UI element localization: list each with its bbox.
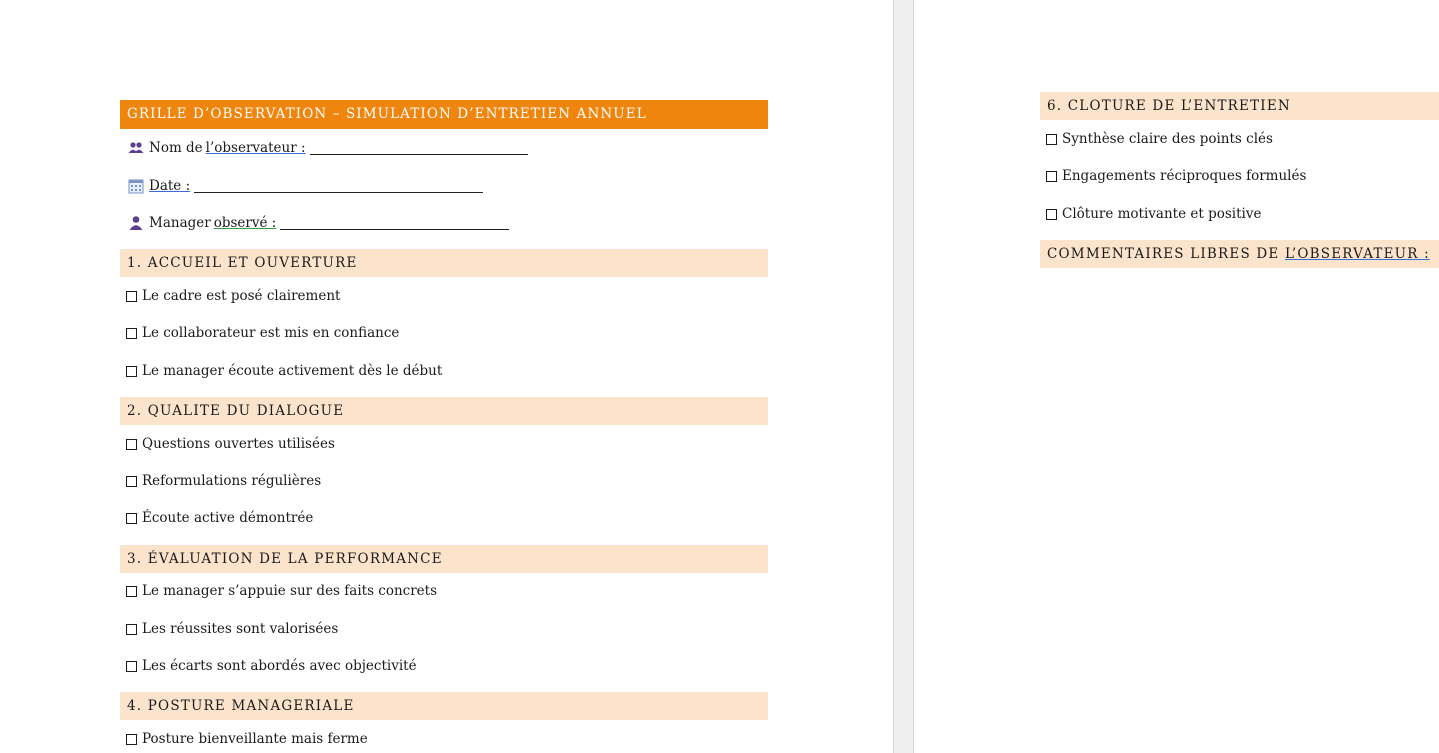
checklist-item[interactable] (124, 435, 335, 453)
checklist-item[interactable] (1044, 130, 1273, 148)
checklist-item-label: Écoute active démontrée (142, 510, 314, 526)
observer-label-prefix: Nom de (149, 140, 203, 156)
manager-field[interactable] (128, 213, 509, 233)
checklist-item[interactable] (1044, 205, 1261, 223)
comments-heading-prefix: COMMENTAIRES LIBRES DE (1047, 246, 1285, 262)
section-heading: 2. QUALITE DU DIALOGUE (120, 397, 768, 425)
section-heading: 4. POSTURE MANAGERIALE (120, 692, 768, 720)
observer-fill-line[interactable] (310, 154, 528, 155)
checklist-item-label: Synthèse claire des points clés (1062, 131, 1273, 147)
checkbox-icon[interactable] (126, 476, 137, 487)
manager-label-prefix: Manager (149, 215, 211, 231)
section-heading: 3. ÉVALUATION DE LA PERFORMANCE (120, 545, 768, 573)
checklist-item[interactable] (124, 472, 321, 490)
checkbox-icon[interactable] (126, 586, 137, 597)
checklist-item-label: Le collaborateur est mis en confiance (142, 325, 400, 341)
section-heading: 6. CLOTURE DE L’ENTRETIEN (1040, 92, 1439, 120)
checklist-item[interactable] (124, 657, 417, 675)
date-label: Date : (149, 178, 191, 194)
section-heading: 1. ACCUEIL ET OUVERTURE (120, 249, 768, 277)
checklist-item[interactable] (124, 730, 368, 748)
checklist-item[interactable] (124, 509, 313, 527)
checklist-item[interactable] (124, 582, 437, 600)
checklist-item-label: Engagements réciproques formulés (1062, 168, 1307, 184)
checklist-item-label: Posture bienveillante mais ferme (142, 731, 368, 747)
manager-fill-line[interactable] (280, 229, 509, 230)
observer-field[interactable] (128, 138, 528, 158)
page-separator (893, 0, 914, 753)
checklist-item-label: Les réussites sont valorisées (142, 621, 339, 637)
checkbox-icon[interactable] (126, 661, 137, 672)
checkbox-icon[interactable] (126, 366, 137, 377)
checklist-item-label: Le manager écoute activement dès le début (142, 363, 443, 379)
manager-label: observé : (213, 215, 277, 231)
checklist-item[interactable] (124, 620, 338, 638)
checkbox-icon[interactable] (1046, 171, 1057, 182)
checkbox-icon[interactable] (126, 513, 137, 524)
checklist-item[interactable] (124, 324, 399, 342)
document-page-2 (914, 0, 1439, 753)
checkbox-icon[interactable] (126, 328, 137, 339)
checklist-item-label: Le cadre est posé clairement (142, 288, 341, 304)
date-field[interactable] (128, 176, 483, 196)
date-fill-line[interactable] (194, 192, 483, 193)
checkbox-icon[interactable] (126, 439, 137, 450)
checklist-item[interactable] (124, 287, 340, 305)
checkbox-icon[interactable] (1046, 134, 1057, 145)
checklist-item[interactable] (1044, 167, 1306, 185)
observer-label: l’observateur : (205, 140, 306, 156)
document-title: GRILLE D’OBSERVATION – SIMULATION D’ENTRETIEN ANNUEL (120, 100, 768, 129)
checklist-item-label: Reformulations régulières (142, 473, 322, 489)
checklist-item-label: Les écarts sont abordés avec objectivité (142, 658, 417, 674)
checkbox-icon[interactable] (126, 624, 137, 635)
checkbox-icon[interactable] (126, 734, 137, 745)
checklist-item[interactable] (124, 362, 442, 380)
checklist-item-label: Clôture motivante et positive (1062, 206, 1262, 222)
comments-heading (1040, 240, 1439, 268)
checklist-item-label: Questions ouvertes utilisées (142, 436, 335, 452)
person-icon (128, 215, 144, 231)
checklist-item-label: Le manager s’appuie sur des faits concrets (142, 583, 438, 599)
calendar-icon (128, 178, 144, 194)
checkbox-icon[interactable] (1046, 209, 1057, 220)
checkbox-icon[interactable] (126, 291, 137, 302)
people-icon (128, 140, 144, 156)
comments-heading-label: L’OBSERVATEUR : (1284, 246, 1430, 262)
